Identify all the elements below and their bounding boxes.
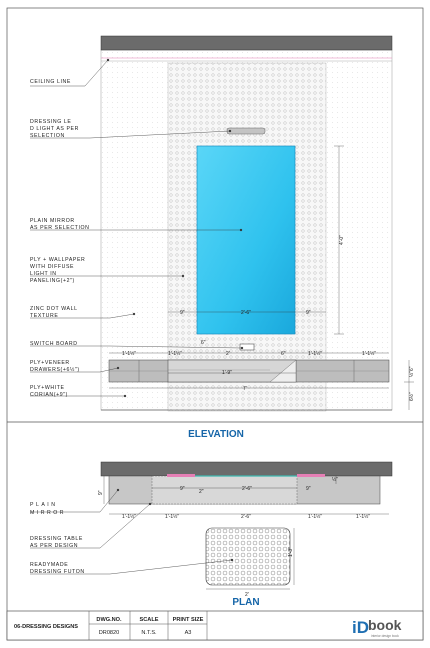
label-ply-wallpaper-1: PLY + WALLPAPER <box>30 257 86 263</box>
label-dressing-led-1: DRESSING LE <box>30 119 72 125</box>
dim-drawer-height: ½"6" <box>409 366 415 377</box>
dim-right-gap: 9" <box>306 310 311 316</box>
logo-book: book <box>368 617 402 633</box>
dim-plan-b-left-1: 1'-1½" <box>122 514 137 520</box>
dim-futon-height: 1'-3" <box>288 547 294 557</box>
label-ply-veneer-2: DRAWERS(+6½") <box>30 367 80 373</box>
dim-drawer-right-2: 1'-1½" <box>362 351 377 357</box>
label-plain-mirror-2: AS PER SELECTION <box>30 225 90 231</box>
plan-mirror-left <box>167 474 195 477</box>
ceiling-band <box>101 36 392 50</box>
led-light <box>227 128 265 134</box>
logo-id: iD <box>352 618 369 637</box>
plan-label-plain-mirror-2: MIRROR <box>30 510 67 516</box>
plan-label-futon-2: DRESSING FUTON <box>30 569 85 575</box>
dwg-no-value: DR0820 <box>98 630 120 636</box>
plan-inner-panel <box>152 476 297 504</box>
plan-label-plain-mirror-1: PLAIN <box>30 502 58 508</box>
label-ply-veneer-1: PLY+VENEER <box>30 360 70 366</box>
scale-value: N.T.S. <box>141 630 157 636</box>
dim-futon-width: 2' <box>245 592 249 598</box>
dim-plan-depth: 9" <box>98 490 104 495</box>
label-ply-wallpaper-3: LIGHT IN <box>30 271 57 277</box>
label-dressing-led-3: SELECTION <box>30 133 65 139</box>
plan-label-dressing-table-1: DRESSING TABLE <box>30 536 83 542</box>
plan-wall <box>101 462 392 476</box>
dim-drawer-right-1: 1'-1½" <box>308 351 323 357</box>
plan-drawing <box>101 462 392 585</box>
dim-counter-inner: 1'-9" <box>222 370 232 376</box>
label-switch-board: SWITCH BOARD <box>30 341 78 347</box>
plan-mirror-right <box>297 474 325 477</box>
dim-drawer-mid: 2' <box>226 351 230 357</box>
label-plain-mirror-1: PLAIN MIRROR <box>30 218 75 224</box>
dim-switch-height: 6" <box>201 340 206 346</box>
elevation-labels <box>30 79 89 398</box>
plan-label-futon-1: READYMADE <box>30 562 69 568</box>
mirror <box>197 146 295 334</box>
dim-plan-b-right-1: 1'-1½" <box>308 514 323 520</box>
dim-mirror-width: 2'-6" <box>241 310 251 316</box>
drawer-unit <box>109 360 389 382</box>
dim-drawer-left-1: 1'-1½" <box>122 351 137 357</box>
dim-drawer-left-2: 1'-1½" <box>168 351 183 357</box>
dim-plan-inner-left: 9" <box>180 486 185 492</box>
label-ply-white-1: PLY+WHITE <box>30 385 65 391</box>
scale-label: SCALE <box>139 617 159 623</box>
elevation-drawing <box>101 36 392 411</box>
dwg-no-label: DWG.NO. <box>96 617 122 623</box>
label-ceiling-line: CEILING LINE <box>30 79 71 85</box>
dim-plinth-height: 6½" <box>409 392 415 401</box>
plan-label-dressing-table-2: AS PER DESIGN <box>30 543 79 549</box>
futon <box>206 528 290 585</box>
dim-left-gap: 9" <box>180 310 185 316</box>
label-ply-wallpaper-2: WITH DIFFUSE <box>30 264 75 270</box>
dim-total-width: 7' <box>243 386 247 392</box>
dim-plan-b-mid: 2'-6" <box>241 514 251 520</box>
sheet-title: 06-DRESSING DESIGNS <box>14 624 79 630</box>
label-ply-white-2: CORIAN(+9") <box>30 392 68 398</box>
dim-plan-right-small: ½" <box>332 477 338 483</box>
dim-drawer-right-gap: 6" <box>281 351 286 357</box>
label-zinc-dot-2: TEXTURE <box>30 313 59 319</box>
elevation-title: ELEVATION <box>188 429 244 440</box>
logo-tagline: interior design book <box>371 634 399 638</box>
print-size-label: PRINT SIZE <box>172 617 204 623</box>
plan-labels <box>30 502 85 575</box>
plan-title: PLAN <box>232 597 260 608</box>
dim-plan-inner-right: 9" <box>306 486 311 492</box>
label-dressing-led-2: D LIGHT AS PER <box>30 126 79 132</box>
idbook-logo <box>352 617 402 638</box>
label-ply-wallpaper-4: PANELING(+2") <box>30 278 75 284</box>
dim-plan-b-left-2: 1'-1½" <box>165 514 180 520</box>
dim-plan-inner-mid: 2'-6" <box>242 486 252 492</box>
dim-plan-b-right-2: 1'-1½" <box>356 514 371 520</box>
dim-mirror-height: 4'-0" <box>339 235 345 245</box>
label-zinc-dot-1: ZINC DOT WALL <box>30 306 78 312</box>
print-size-value: A3 <box>184 630 192 636</box>
dim-plan-inner-small: 2" <box>199 489 204 495</box>
